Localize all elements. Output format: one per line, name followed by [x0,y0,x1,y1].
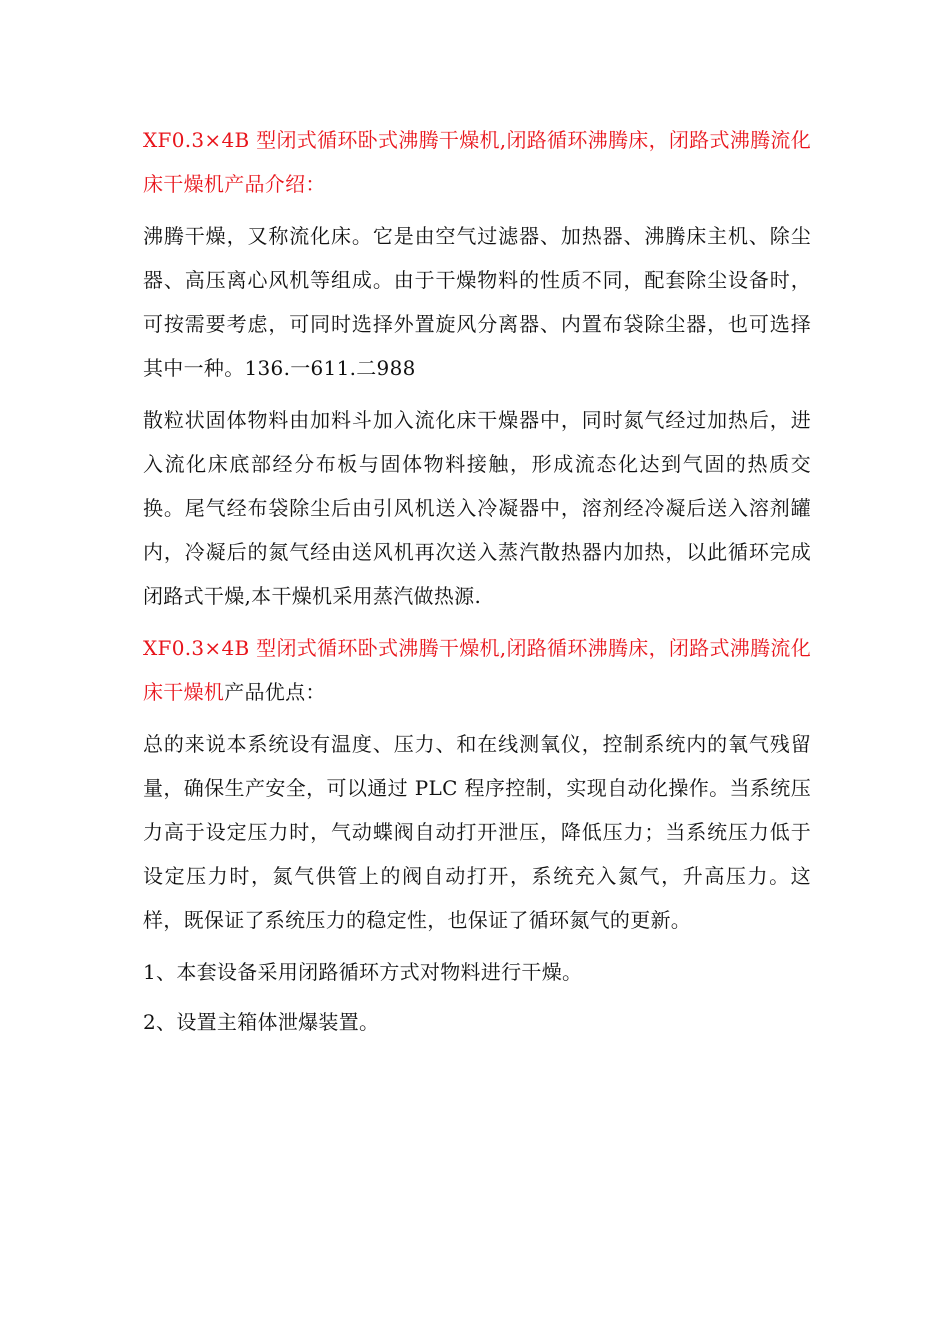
intro-heading-red: XF0.3×4B 型闭式循环卧式沸腾干燥机,闭路循环沸腾床，闭路式沸腾流化床干燥机产品介绍： [143,128,811,196]
paragraph-overview: 沸腾干燥，又称流化床。它是由空气过滤器、加热器、沸腾床主机、除尘器、高压离心风机等组成。由于干燥物料的性质不同，配套除尘设备时，可按需要考虑，可同时选择外置旋风分离器、内置布袋除尘器，也可选择其中一种。136.一611.二988 [143,224,811,380]
document-page [143,118,811,1050]
advantages-heading [143,626,811,714]
list-item: 2、设置主箱体泄爆装置。 [143,1010,380,1034]
paragraph-process: 散粒状固体物料由加料斗加入流化床干燥器中，同时氮气经过加热后，进入流化床底部经分布板与固体物料接触，形成流态化达到气固的热质交换。尾气经布袋除尘后由引风机送入冷凝器中，溶剂经冷凝后送入溶剂罐内，冷凝后的氮气经由送风机再次送入蒸汽散热器内加热，以此循环完成闭路式干燥,本干燥机采用蒸汽做热源. [143,408,811,608]
paragraph-advantages: 总的来说本系统设有温度、压力、和在线测氧仪，控制系统内的氧气残留量，确保生产安全，可以通过 PLC 程序控制，实现自动化操作。当系统压力高于设定压力时，气动蝶阀自动打开泄压，降低压力；当系统压力低于设定压力时，氮气供管上的阀自动打开，系统充入氮气，升高压力。这样，既保证了系统压力的稳定性，也保证了循环氮气的更新。 [143,732,811,932]
advantages-heading-black: 产品优点： [224,680,326,704]
intro-heading [143,118,811,206]
list-item: 1、本套设备采用闭路循环方式对物料进行干燥。 [143,960,583,984]
advantages-heading-red: XF0.3×4B 型闭式循环卧式沸腾干燥机,闭路循环沸腾床，闭路式沸腾流化床干燥机 [143,636,811,704]
